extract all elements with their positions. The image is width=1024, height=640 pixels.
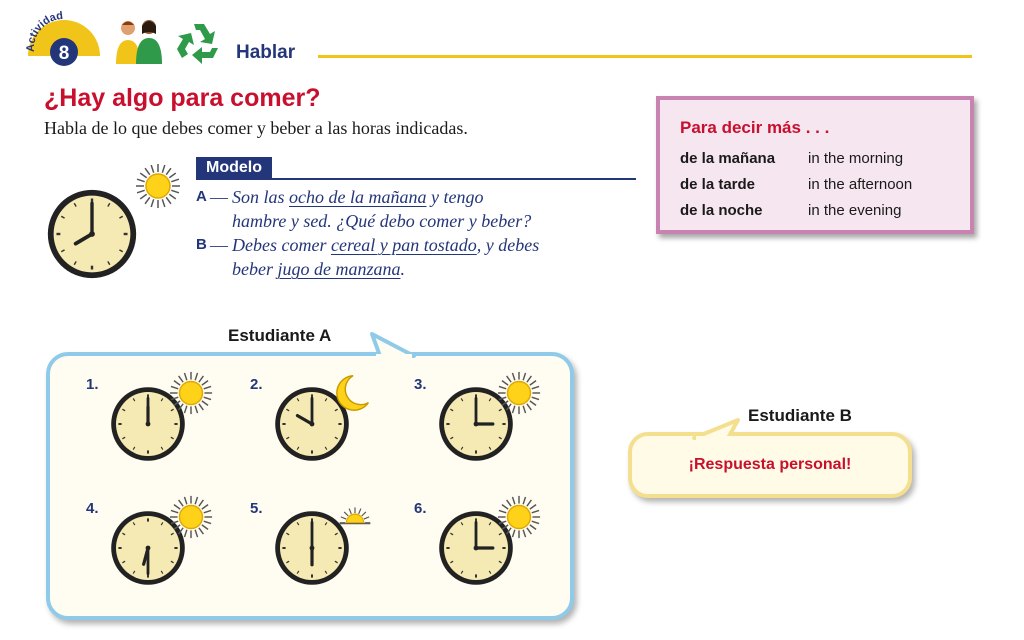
student-a-label: Estudiante A: [228, 326, 332, 345]
dialog-text: , y debes: [476, 235, 540, 255]
item-number: 3.: [414, 376, 427, 393]
dialog-underlined: cereal y pan tostado: [330, 235, 477, 255]
dialog-underlined: jugo de manzana: [277, 259, 401, 279]
item-number: 6.: [414, 500, 427, 517]
dialog-text: Son las: [232, 187, 290, 207]
badge-word: Actividad: [24, 9, 64, 53]
item-number: 2.: [250, 376, 263, 393]
dialog-line-a1: A — Son las ocho de la mañana y tengo: [196, 187, 484, 207]
dialog-line-a2: [196, 209, 646, 233]
response-text: ¡Respuesta personal!: [688, 456, 852, 473]
sun-icon: [168, 370, 214, 416]
vocab-english: in the afternoon: [808, 176, 913, 193]
recycle-icon: [174, 20, 224, 66]
clock-item: [414, 370, 554, 470]
dialog-text: Debes comer: [232, 235, 331, 255]
vocab-english: in the evening: [808, 202, 902, 219]
vocab-spanish: de la tarde: [680, 176, 756, 193]
sun-icon: [134, 162, 182, 210]
dialog-text: y tengo: [426, 187, 484, 207]
sunrise-icon: [332, 494, 378, 540]
instructions: Habla de lo que debes comer y beber a las horas indicadas.: [44, 118, 468, 138]
student-b-panel: [628, 432, 912, 498]
vocab-spanish: de la noche: [680, 202, 763, 219]
people-talking-icon: [112, 16, 166, 66]
moon-icon: [332, 370, 378, 416]
sun-icon: [496, 494, 542, 540]
speaker-a: A: [196, 188, 207, 205]
modelo-label: Modelo: [196, 157, 272, 179]
sun-icon: [168, 494, 214, 540]
dialog-underlined: ocho de la mañana: [289, 187, 427, 207]
item-number: 1.: [86, 376, 99, 393]
vocab-title: Para decir más . . .: [680, 118, 830, 137]
dialog-line-b2: [196, 257, 646, 281]
dialog-text: hambre y sed. ¿Qué debo comer y beber?: [232, 211, 532, 231]
speech-bubble-tail: [370, 332, 416, 358]
clock-item: [250, 494, 390, 594]
modelo-rule: [196, 178, 636, 180]
skill-label: Hablar: [236, 42, 296, 63]
vocab-box: [656, 96, 974, 234]
clock-item: [86, 494, 226, 594]
clock-item: [250, 370, 390, 470]
item-number: 4.: [86, 500, 99, 517]
model-clock: [44, 186, 140, 282]
sun-icon: [496, 370, 542, 416]
vocab-spanish: de la mañana: [680, 150, 776, 167]
dialog-line-b1: B — Debes comer cereal y pan tostado, y debes: [196, 235, 540, 255]
item-number: 5.: [250, 500, 263, 517]
dialog-text: .: [400, 259, 405, 279]
student-b-label: Estudiante B: [748, 406, 852, 425]
badge-number: 8: [58, 43, 70, 64]
modelo-dialog: [196, 185, 646, 281]
clock-item: [86, 370, 226, 470]
clock-item: [414, 494, 554, 594]
speaker-b: B: [196, 236, 207, 253]
actividad-badge: [22, 6, 106, 68]
speech-bubble-tail: [688, 418, 740, 440]
vocab-english: in the morning: [808, 150, 904, 167]
activity-title: ¿Hay algo para comer?: [44, 84, 321, 112]
header-rule: [318, 55, 972, 58]
dialog-text: beber: [232, 259, 278, 279]
